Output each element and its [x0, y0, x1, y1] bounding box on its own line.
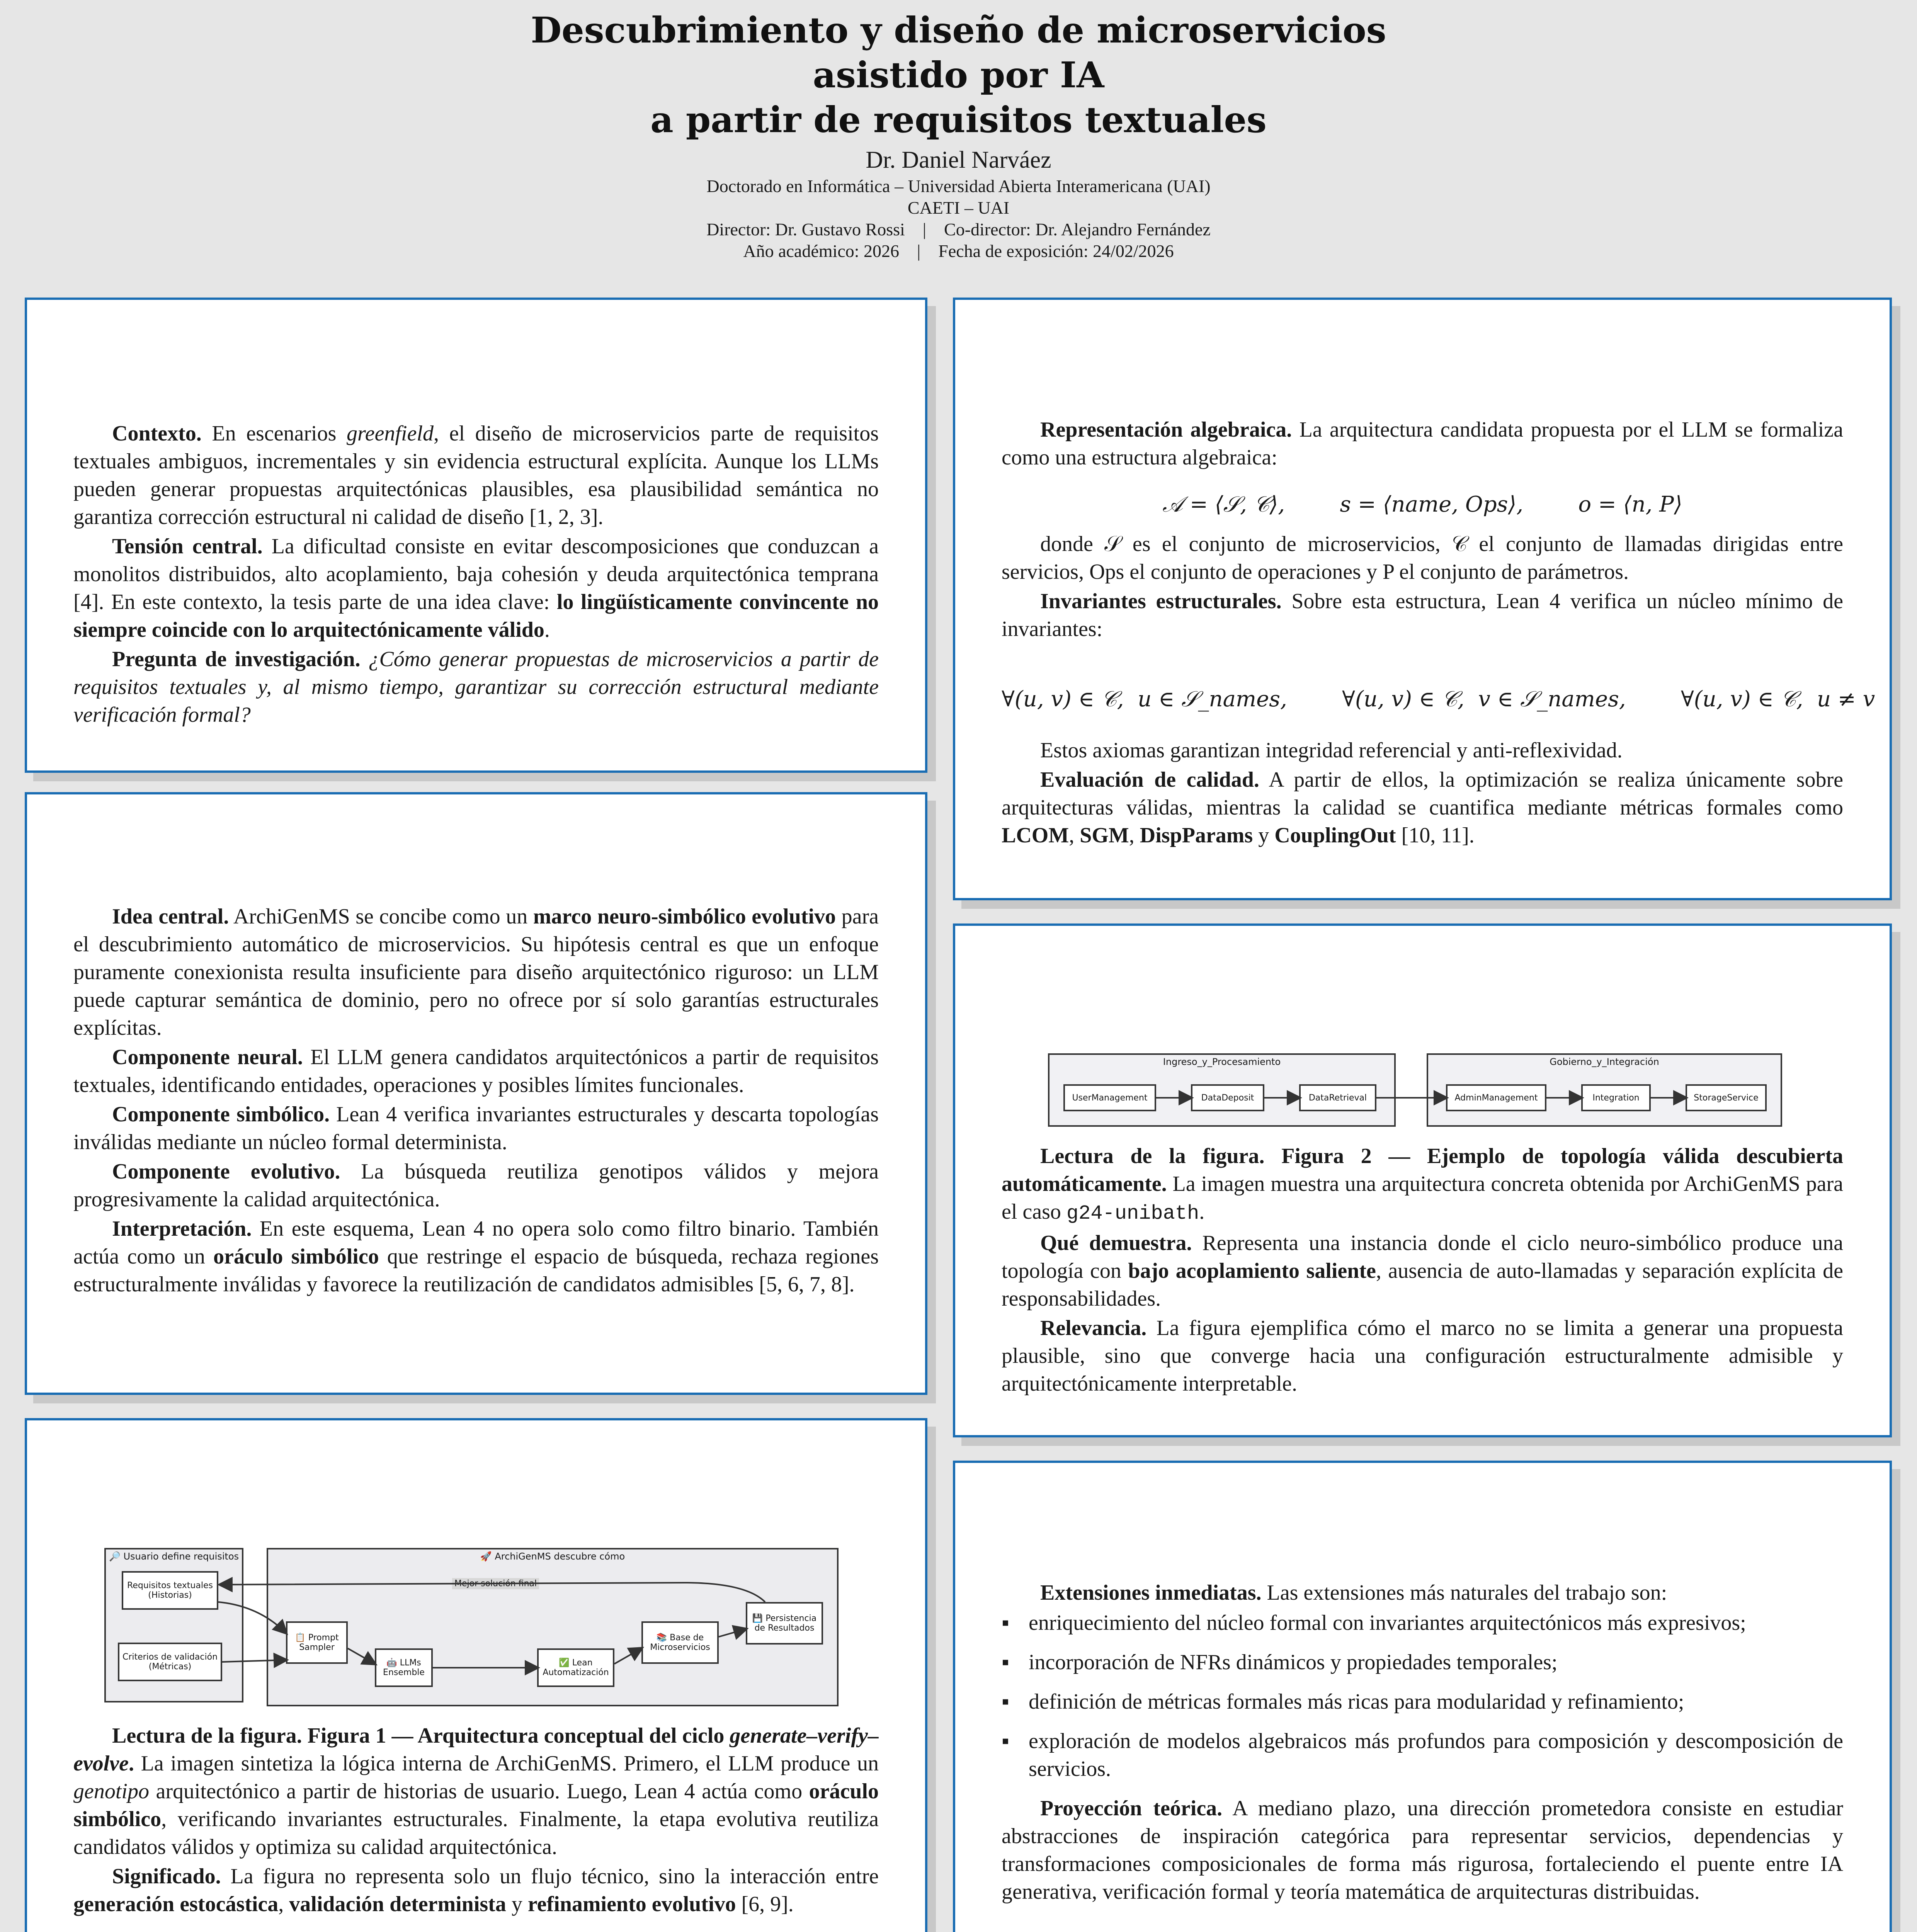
figure2-arrows	[1048, 1053, 1790, 1131]
lean-node: ✅ Lean Automatización	[537, 1648, 614, 1687]
figure1-caption: Lectura de la figura. Figura 1 — Arquitectura conceptual del ciclo generate–verify–evolve. La imagen sintetiza la lógica interna de ArchiGenMS. Primero, el LLM produce un genotipo arquitectónico a partir de historias de usuario. Luego, Lean 4 actúa como oráculo simbólico, verificando invariantes estructurales. Finalmente, la etapa evolutiva reutiliza candidatos válidos y optimiza su calidad arquitectónica.	[73, 1724, 879, 1859]
author: Dr. Daniel Narváez	[866, 147, 1051, 173]
research-question-paragraph: Pregunta de investigación. ¿Cómo generar propuestas de microservicios a partir de requisitos textuales y, al mismo tiempo, garantizar su corrección estructural mediante verificación formal?	[73, 647, 879, 727]
archigenms-group: 🚀 ArchiGenMS descubre cómo	[267, 1548, 839, 1706]
relevance-paragraph: Relevancia. La figura ejemplifica cómo el marco no se limita a generar una propuesta plausible, sino que converge hacia una configuración estructuralmente admisible y arquitectónicamente interpretable.	[1002, 1316, 1844, 1396]
figure1-diagram	[104, 1548, 850, 1714]
service-node: AdminManagement	[1446, 1084, 1546, 1111]
title-line-3: a partir de requisitos textuales	[650, 99, 1267, 141]
advisors: Director: Dr. Gustavo Rossi | Co-director: Dr. Alejandro Fernández	[706, 219, 1211, 239]
definitions-paragraph: donde 𝒮 es el conjunto de microservicios, 𝒞 el conjunto de llamadas dirigidas entre servicios, Ops el conjunto de operaciones y P el conjunto de parámetros.	[1002, 532, 1843, 584]
context-box	[25, 298, 927, 773]
demonstrates-paragraph: Qué demuestra. Representa una instancia donde el ciclo neuro-simbólico produce una topología con bajo acoplamiento saliente, ausencia de auto-llamadas y separación explícita de responsabilidades.	[1002, 1231, 1843, 1311]
structure-equation: 𝒜 = ⟨𝒮, 𝒞⟩, s = ⟨name, Ops⟩, o = ⟨n, P⟩	[1162, 492, 1682, 517]
extensions-intro: Extensiones inmediatas. Las extensiones más naturales del trabajo son:	[1040, 1581, 1667, 1605]
algebra-box	[953, 298, 1892, 900]
persistence-node: 💾 Persistencia de Resultados	[746, 1602, 823, 1645]
figure1-arrows	[104, 1548, 850, 1714]
figure2-diagram	[1048, 1053, 1790, 1131]
projection-paragraph: Proyección teórica. A mediano plazo, una dirección prometedora consiste en estudiar abstracciones de inspiración categórica para representar servicios, dependencias y transformaciones composicionales de forma más rigurosa, fortaleciendo el puente entre IA generativa, verificación formal y teoría matemática de arquitecturas distribuidas.	[1002, 1796, 1844, 1904]
list-item: ▪ definición de métricas formales más ricas para modularidad y refinamiento;	[1002, 1688, 1843, 1716]
llm-ensemble-node: 🤖 LLMs Ensemble	[375, 1648, 433, 1687]
quality-evaluation-paragraph: Evaluación de calidad. A partir de ellos, la optimización se realiza únicamente sobre arquitecturas válidas, mientras la calidad se cuantifica mediante métricas formales como LCOM, SGM, DispParams y CouplingOut [10, 11].	[1002, 768, 1843, 847]
research-center: CAETI – UAI	[907, 198, 1010, 218]
neural-paragraph: Componente neural. El LLM genera candidatos arquitectónicos a partir de requisitos textuales, identificando entidades, operaciones y posibles límites funcionales.	[73, 1045, 879, 1097]
title-line-2: asistido por IA	[813, 54, 1104, 96]
significance-paragraph: Significado. La figura no representa solo un flujo técnico, sino la interacción entre generación estocástica, validación determinista y refinamiento evolutivo [6, 9].	[73, 1864, 879, 1916]
service-node: Integration	[1581, 1084, 1651, 1111]
central-idea-box	[25, 792, 927, 1395]
context-paragraph: Contexto. En escenarios greenfield, el diseño de microservicios parte de requisitos textuales ambiguos, incrementales y sin evidencia estructural explícita. Aunque los LLMs pueden generar propuestas arquitectónicas plausibles, esa plausibilidad semántica no garantiza corrección estructural ni calidad de diseño [1, 2, 3].	[73, 422, 879, 529]
figure2-box	[953, 923, 1892, 1437]
list-item: ▪ incorporación de NFRs dinámicos y propiedades temporales;	[1002, 1648, 1843, 1676]
criteria-node: Criterios de validación (Métricas)	[118, 1643, 222, 1681]
figure1-box	[25, 1418, 927, 1932]
ingress-group: Ingreso_y_Procesamiento	[1048, 1053, 1396, 1127]
list-item: ▪ exploración de modelos algebraicos más profundos para composición y descomposición de servicios.	[1002, 1727, 1843, 1783]
invariants-paragraph: Invariantes estructurales. Sobre esta estructura, Lean 4 verifica un núcleo mínimo de invariantes:	[1002, 589, 1844, 641]
extensions-list	[1002, 1609, 1843, 1783]
program: Doctorado en Informática – Universidad Abierta Interamericana (UAI)	[706, 176, 1211, 196]
dates: Año académico: 2026 | Fecha de exposición: 24/02/2026	[743, 241, 1174, 261]
invariants-equation: ∀(u, v) ∈ 𝒞, u ∈ 𝒮_names, ∀(u, v) ∈ 𝒞, v ∈ 𝒮_names, ∀(u, v) ∈ 𝒞, u ≠ v	[1002, 687, 1875, 712]
prompt-sampler-node: 📋 Prompt Sampler	[286, 1621, 348, 1664]
service-node: UserManagement	[1063, 1084, 1156, 1111]
evolutive-paragraph: Componente evolutivo. La búsqueda reutiliza genotipos válidos y mejora progresivamente la calidad arquitectónica.	[73, 1160, 879, 1211]
list-item: ▪ enriquecimiento del núcleo formal con invariantes arquitectónicos más expresivos;	[1002, 1609, 1843, 1637]
interpretation-paragraph: Interpretación. En este esquema, Lean 4 no opera solo como filtro binario. También actúa como un oráculo simbólico que restringe el espacio de búsqueda, rechaza regiones estructuralmente inválidas y favorece la reutilización de candidatos admisibles [5, 6, 7, 8].	[73, 1217, 879, 1296]
tension-paragraph: Tensión central. La dificultad consiste en evitar descomposiciones que conduzcan a monolitos distribuidos, alto acoplamiento, baja cohesión y deuda arquitectónica temprana [4]. En este contexto, la tesis parte de una idea clave: lo lingüísticamente convincente no siempre coincide con lo arquitectónicamente válido.	[73, 534, 879, 642]
extensions-box	[953, 1461, 1892, 1932]
axioms-paragraph: Estos axiomas garantizan integridad referencial y anti-reflexividad.	[1040, 738, 1623, 762]
symbolic-paragraph: Componente simbólico. Lean 4 verifica invariantes estructurales y descarta topologías inválidas mediante un núcleo formal determinista.	[73, 1102, 879, 1154]
idea-paragraph: Idea central. ArchiGenMS se concibe como un marco neuro-simbólico evolutivo para el descubrimiento automático de microservicios. Su hipótesis central es que un enfoque puramente conexionista resulta insuficiente para diseño arquitectónico riguroso: un LLM puede capturar semántica de dominio, pero no ofrece por sí solo garantías estructurales explícitas.	[73, 905, 879, 1040]
title-line-1: Descubrimiento y diseño de microservicios	[531, 9, 1386, 51]
service-node: DataRetrieval	[1299, 1084, 1376, 1111]
governance-group: Gobierno_y_Integración	[1427, 1053, 1782, 1127]
service-node: DataDeposit	[1191, 1084, 1264, 1111]
service-node: StorageService	[1686, 1084, 1767, 1111]
requirements-node: Requisitos textuales (Historias)	[122, 1571, 218, 1610]
microservices-base-node: 📚 Base de Microservicios	[641, 1621, 719, 1664]
poster-title	[0, 8, 1917, 142]
poster-header	[0, 8, 1917, 262]
best-solution-label: Mejor solución final	[452, 1578, 539, 1589]
user-group: 🔎 Usuario define requisitos	[104, 1548, 243, 1702]
figure2-caption: Lectura de la figura. Figura 2 — Ejemplo de topología válida descubierta automáticamente. La imagen muestra una arquitectura concreta obtenida por ArchiGenMS para el caso g24-unibath.	[1002, 1144, 1844, 1225]
representation-paragraph: Representación algebraica. La arquitectura candidata propuesta por el LLM se formaliza como una estructura algebraica:	[1002, 418, 1844, 469]
